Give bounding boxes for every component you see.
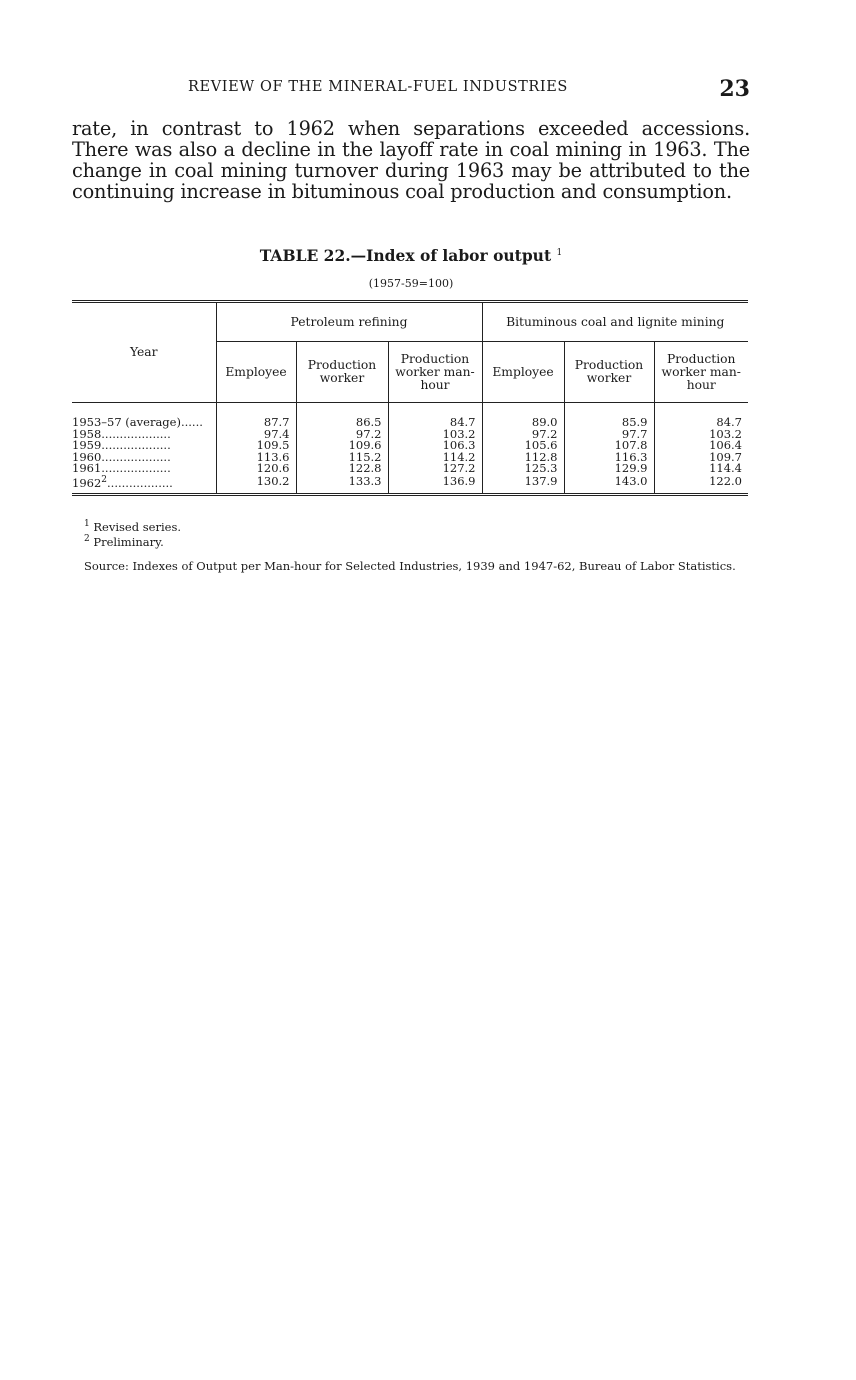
footnote-ref: 2 xyxy=(101,474,108,485)
value-cell: 97.7 xyxy=(564,429,654,441)
table-subtitle: (1957-59=100) xyxy=(368,277,454,290)
value-cell: 97.2 xyxy=(296,429,388,441)
col-header-coal-manhour: Production worker man-hour xyxy=(654,342,748,403)
table-title-footnote-mark: 1 xyxy=(556,247,563,258)
running-head xyxy=(72,76,750,100)
value-cell: 122.0 xyxy=(654,475,748,495)
value-cell: 107.8 xyxy=(564,440,654,452)
year-label: 1958 xyxy=(72,426,102,441)
value-cell: 109.7 xyxy=(654,452,748,464)
value-cell: 125.3 xyxy=(482,463,564,475)
col-header-coal-employee: Employee xyxy=(482,342,564,403)
col-header-coal-production-worker: Production worker xyxy=(564,342,654,403)
value-cell: 114.2 xyxy=(388,452,482,464)
year-label: 1953–57 (average) xyxy=(72,415,181,429)
dot-leader: ................... xyxy=(101,438,171,452)
value-cell: 136.9 xyxy=(388,475,482,495)
dot-leader: ................... xyxy=(101,426,171,441)
group-header-petroleum: Petroleum refining xyxy=(216,302,482,342)
value-cell: 97.4 xyxy=(216,429,296,441)
value-cell: 113.6 xyxy=(216,452,296,464)
value-cell: 103.2 xyxy=(654,429,748,441)
value-cell: 120.6 xyxy=(216,463,296,475)
value-cell: 129.9 xyxy=(564,463,654,475)
col-header-petroleum-manhour: Production worker man-hour xyxy=(388,342,482,403)
footnote-text: Revised series. xyxy=(93,519,181,534)
value-cell: 122.8 xyxy=(296,463,388,475)
value-cell: 133.3 xyxy=(296,475,388,495)
running-title: REVIEW OF THE MINERAL-FUEL INDUSTRIES xyxy=(188,79,568,95)
table-notes xyxy=(72,518,750,572)
value-cell: 89.0 xyxy=(482,403,564,429)
table-row xyxy=(72,475,748,495)
value-cell: 112.8 xyxy=(482,452,564,464)
value-cell: 115.2 xyxy=(296,452,388,464)
value-cell: 137.9 xyxy=(482,475,564,495)
col-header-petroleum-production-worker: Production worker xyxy=(296,342,388,403)
dot-leader: ................... xyxy=(101,449,171,464)
value-cell: 130.2 xyxy=(216,475,296,495)
value-cell: 109.6 xyxy=(296,440,388,452)
table-row xyxy=(72,403,748,429)
value-cell: 106.3 xyxy=(388,440,482,452)
value-cell: 86.5 xyxy=(296,403,388,429)
footnote-2 xyxy=(84,533,750,548)
col-header-petroleum-employee: Employee xyxy=(216,342,296,403)
value-cell: 109.5 xyxy=(216,440,296,452)
table-row xyxy=(72,463,748,475)
value-cell: 106.4 xyxy=(654,440,748,452)
value-cell: 127.2 xyxy=(388,463,482,475)
dot-leader: ...... xyxy=(180,415,203,429)
value-cell: 84.7 xyxy=(654,403,748,429)
table-title xyxy=(72,246,750,265)
value-cell: 97.2 xyxy=(482,429,564,441)
year-label: 1960 xyxy=(72,449,102,464)
year-cell xyxy=(72,403,216,429)
footnote-mark: 2 xyxy=(84,533,90,544)
labor-output-table xyxy=(72,300,748,496)
table-title-text: TABLE 22.—Index of labor output xyxy=(259,246,552,265)
value-cell: 116.3 xyxy=(564,452,654,464)
year-cell xyxy=(72,475,216,495)
footnote-1 xyxy=(84,518,750,533)
year-column-header: Year xyxy=(72,302,216,403)
value-cell: 85.9 xyxy=(564,403,654,429)
table-body xyxy=(72,403,748,495)
value-cell: 84.7 xyxy=(388,403,482,429)
value-cell: 103.2 xyxy=(388,429,482,441)
dot-leader: ................... xyxy=(101,461,171,475)
value-cell: 105.6 xyxy=(482,440,564,452)
group-header-coal: Bituminous coal and lignite mining xyxy=(482,302,748,342)
dot-leader: .................. xyxy=(107,475,173,490)
value-cell: 87.7 xyxy=(216,403,296,429)
page-number: 23 xyxy=(719,76,750,102)
year-label: 1961 xyxy=(72,461,102,475)
year-label: 1962 xyxy=(72,475,102,490)
source-note: Source: Indexes of Output per Man-hour for Selected Industries, 1939 and 1947-62, Bureau of Labor Statistics. xyxy=(84,558,736,573)
footnote-mark: 1 xyxy=(84,519,90,529)
value-cell: 143.0 xyxy=(564,475,654,495)
value-cell: 114.4 xyxy=(654,463,748,475)
footnote-text: Preliminary. xyxy=(93,534,164,549)
year-cell xyxy=(72,463,216,475)
year-label: 1959 xyxy=(72,438,102,452)
body-paragraph: rate, in contrast to 1962 when separations exceeded accessions. There was also a decline in the layoff rate in coal mining in 1963. The change in coal mining turnover during 1963 may be attributed to the continuing increase in bituminous coal production and consumption. xyxy=(72,117,750,203)
